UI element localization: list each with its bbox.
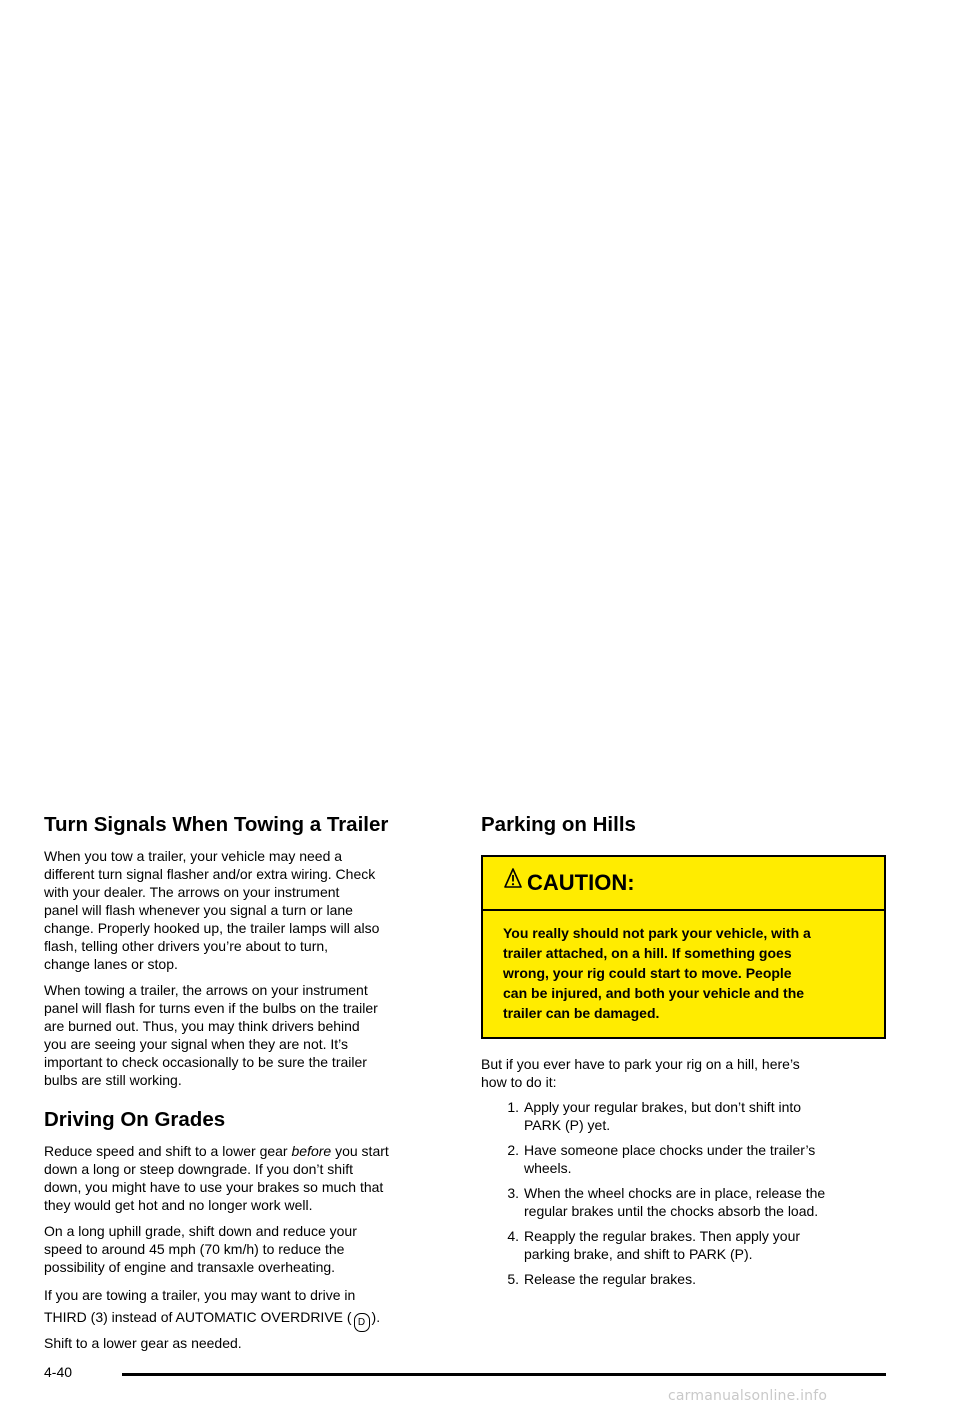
paragraph-grades-3	[44, 1284, 454, 1354]
list-item	[489, 1227, 886, 1263]
right-column	[481, 812, 886, 1295]
step-text: Reapply the regular brakes. Then apply your parking brake, and shift to PARK (P).	[524, 1228, 801, 1262]
caution-box	[481, 855, 886, 1039]
heading-driving-on-grades: Driving On Grades	[44, 1108, 226, 1131]
page-number: 4-40	[44, 1364, 73, 1380]
step-text: Release the regular brakes.	[524, 1271, 696, 1287]
caution-body	[483, 911, 884, 1037]
grades-1-part-a: Reduce speed and shift to a lower gear	[44, 1143, 292, 1159]
caution-text: You really should not park your vehicle, with a trailer attached, on a hill. If something goes wrong, your rig could start to move. People can be injured, and both your vehicle and the trailer can be damaged.	[503, 925, 811, 1021]
list-item	[489, 1184, 886, 1220]
paragraph-turn-signals-1: When you tow a trailer, your vehicle may need a different turn signal flasher and/or extra wiring. Check with your dealer. The arrows on your instrument panel will flash whenever you signal a turn or lane change. Properly hooked up, the trailer lamps will also flash, telling other drivers you’re about to turn, change lanes or stop.	[44, 848, 380, 972]
caution-header	[483, 857, 884, 911]
list-item	[489, 1141, 886, 1177]
parking-steps-list	[481, 1098, 886, 1288]
paragraph-grades-1	[44, 1142, 454, 1214]
caution-title: CAUTION:	[527, 870, 635, 895]
overdrive-d-icon: D	[354, 1313, 370, 1332]
grades-3-part-b: ). Shift to a lower gear as needed.	[44, 1309, 381, 1351]
grades-1-part-b: you start down a long or steep downgrade. If you don’t shift down, you might have to use your brakes so much that they would get hot and no longer work well.	[44, 1143, 389, 1213]
step-number: 4.	[507, 1228, 519, 1244]
footer-divider	[122, 1373, 886, 1376]
paragraph-grades-2: On a long uphill grade, shift down and reduce your speed to around 45 mph (70 km/h) to reduce the possibility of engine and transaxle overheating.	[44, 1223, 357, 1275]
step-text: Have someone place chocks under the trailer’s wheels.	[524, 1142, 816, 1176]
left-column	[44, 812, 454, 1362]
step-number: 1.	[507, 1099, 519, 1115]
heading-parking-on-hills: Parking on Hills	[481, 813, 636, 836]
step-number: 3.	[507, 1185, 519, 1201]
grades-1-emphasis: before	[291, 1143, 332, 1159]
grades-3-part-a: If you are towing a trailer, you may want to drive in THIRD (3) instead of AUTOMATIC OVERDRIVE (	[44, 1287, 356, 1325]
step-text: Apply your regular brakes, but don’t shift into PARK (P) yet.	[524, 1099, 802, 1133]
step-text: When the wheel chocks are in place, release the regular brakes until the chocks absorb the load.	[524, 1185, 826, 1219]
paragraph-turn-signals-2: When towing a trailer, the arrows on your instrument panel will flash for turns even if the bulbs on the trailer are burned out. Thus, you may think drivers behind you are seeing your signal when they are not. It’s important to check occasionally to be sure the trailer bulbs are still working.	[44, 982, 378, 1088]
watermark-text: carmanualsonline.info	[668, 1388, 828, 1404]
list-item	[489, 1098, 886, 1134]
heading-turn-signals: Turn Signals When Towing a Trailer	[44, 813, 389, 836]
list-item	[489, 1270, 886, 1288]
paragraph-parking-intro: But if you ever have to park your rig on a hill, here’s how to do it:	[481, 1056, 800, 1090]
step-number: 2.	[507, 1142, 519, 1158]
step-number: 5.	[507, 1271, 519, 1287]
caution-triangle-icon	[503, 867, 523, 889]
